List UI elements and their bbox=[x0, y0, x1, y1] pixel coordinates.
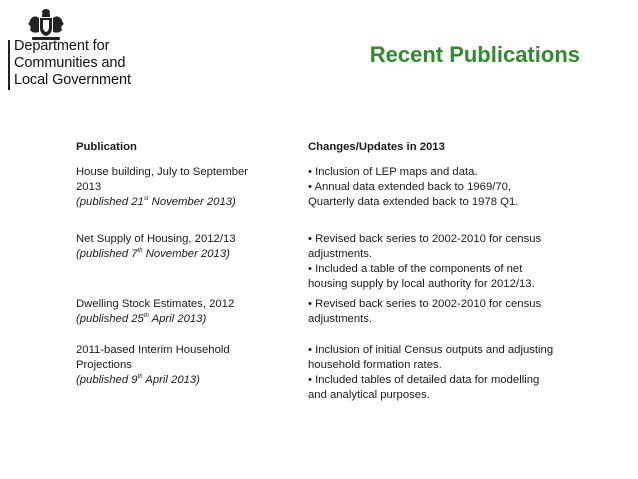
change-item: • Included a table of the components of net bbox=[308, 263, 523, 275]
header-publication: Publication bbox=[76, 141, 137, 153]
publication-name: House building, July to September bbox=[76, 166, 249, 178]
logo-line-1: Department for bbox=[14, 38, 110, 54]
table-row-publication bbox=[76, 232, 301, 262]
table-row-changes bbox=[308, 165, 588, 210]
publication-name: 2011-based Interim Household bbox=[76, 344, 230, 356]
royal-coat-of-arms-icon bbox=[26, 6, 66, 42]
publication-name: 2013 bbox=[76, 181, 102, 193]
header-changes: Changes/Updates in 2013 bbox=[308, 141, 445, 153]
logo-divider bbox=[8, 40, 10, 90]
publication-date: (published 7th November 2013) bbox=[76, 248, 230, 260]
page-title: Recent Publications bbox=[369, 42, 580, 67]
publication-date: (published 25th April 2013) bbox=[76, 313, 207, 325]
table-row-publication bbox=[76, 297, 301, 327]
change-item: • Inclusion of initial Census outputs and adjusting bbox=[308, 344, 554, 356]
change-item: • Annual data extended back to 1969/70, bbox=[308, 181, 512, 193]
change-item: • Included tables of detailed data for modelling bbox=[308, 374, 540, 386]
change-item: household formation rates. bbox=[308, 359, 442, 371]
table-row-publication bbox=[76, 165, 301, 210]
publication-date: (published 9th April 2013) bbox=[76, 374, 200, 386]
change-item: and analytical purposes. bbox=[308, 389, 430, 401]
logo-text bbox=[14, 38, 131, 89]
table-row-changes bbox=[308, 343, 588, 403]
table-row-publication bbox=[76, 343, 301, 388]
change-item: Quarterly data extended back to 1978 Q1. bbox=[308, 196, 519, 208]
table-row-changes bbox=[308, 297, 588, 327]
publication-name: Net Supply of Housing, 2012/13 bbox=[76, 233, 236, 245]
logo-line-3: Local Government bbox=[14, 72, 131, 88]
publication-name: Projections bbox=[76, 359, 132, 371]
change-item: • Inclusion of LEP maps and data. bbox=[308, 166, 478, 178]
change-item: housing supply by local authority for 2012/13. bbox=[308, 278, 535, 290]
change-item: • Revised back series to 2002-2010 for census bbox=[308, 233, 542, 245]
logo-line-2: Communities and bbox=[14, 55, 126, 71]
dclg-logo bbox=[8, 6, 158, 90]
change-item: • Revised back series to 2002-2010 for census bbox=[308, 298, 542, 310]
publication-date: (published 21st November 2013) bbox=[76, 196, 236, 208]
change-item: adjustments. bbox=[308, 248, 373, 260]
table-row-changes bbox=[308, 232, 588, 292]
change-item: adjustments. bbox=[308, 313, 373, 325]
publication-name: Dwelling Stock Estimates, 2012 bbox=[76, 298, 235, 310]
